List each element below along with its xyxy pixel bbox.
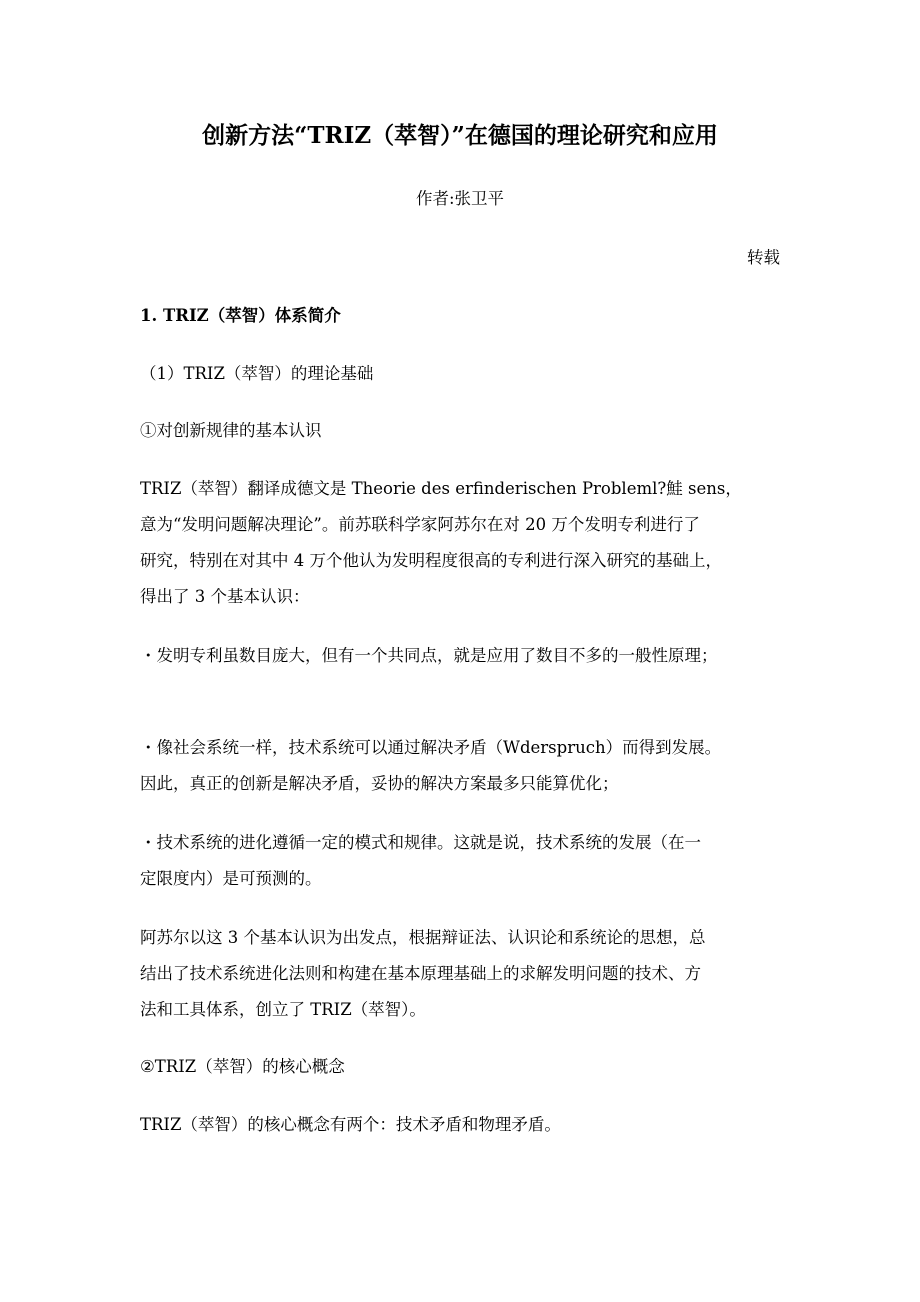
subsection-heading: （1）TRIZ（萃智）的理论基础 [140, 364, 374, 383]
point-heading: ①对创新规律的基本认识 [140, 421, 322, 440]
author-line: 作者:张卫平 [415, 189, 505, 208]
paragraph-line: 意为“发明问题解决理论”。前苏联科学家阿苏尔在对 20 万个发明专利进行了 [140, 515, 700, 534]
document-title: 创新方法“TRIZ（萃智）”在德国的理论研究和应用 [202, 122, 718, 149]
section-heading: 1. TRIZ（萃智）体系简介 [140, 306, 341, 325]
paragraph-line: 结出了技术系统进化法则和构建在基本原理基础上的求解发明问题的技术、方 [140, 964, 701, 983]
paragraph-line: 得出了 3 个基本认识： [140, 587, 310, 606]
paragraph-line: 法和工具体系，创立了 TRIZ（萃智）。 [140, 1000, 426, 1019]
bullet-item: ・技术系统的进化遵循一定的模式和规律。这就是说，技术系统的发展（在一 [140, 833, 701, 852]
paragraph-line: TRIZ（萃智）翻译成德文是 Theorie des erfinderischen Probleml?鮭 sens， [140, 479, 742, 498]
source-note: 转载 [747, 248, 780, 267]
point-heading: ②TRIZ（萃智）的核心概念 [140, 1057, 345, 1076]
paragraph-line: 研究，特别在对其中 4 万个他认为发明程度很高的专利进行深入研究的基础上， [140, 551, 722, 570]
paragraph-line: 阿苏尔以这 3 个基本认识为出发点，根据辩证法、认识论和系统论的思想，总 [140, 928, 706, 947]
bullet-item: ・像社会系统一样，技术系统可以通过解决矛盾（Wderspruch）而得到发展。 [140, 738, 722, 757]
paragraph-line: TRIZ（萃智）的核心概念有两个：技术矛盾和物理矛盾。 [140, 1115, 561, 1134]
bullet-item-cont: 定限度内）是可预测的。 [140, 869, 322, 888]
bullet-item: ・发明专利虽数目庞大，但有一个共同点，就是应用了数目不多的一般性原理； [140, 646, 718, 665]
bullet-item-cont: 因此，真正的创新是解决矛盾，妥协的解决方案最多只能算优化； [140, 774, 619, 793]
